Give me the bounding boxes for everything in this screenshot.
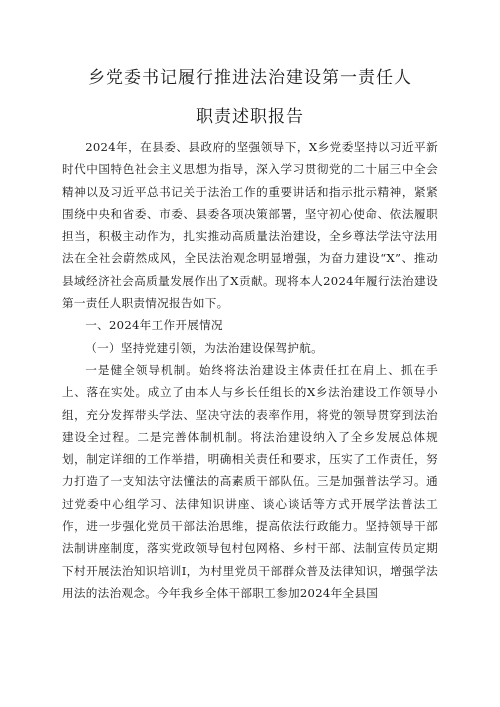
- body-paragraph: 一是健全领导机制。始终将法治建设主体责任扛在肩上、抓在手上、落在实处。成立了由本人与乡长任组长的X乡法治建设工作领导小组，充分发挥带头学法、坚决守法的表率作用，将党的领导贯穿到法治建设全过程。二是完善体制机制。将法治建设纳入了全乡发展总体规划，制定详细的工作举措，明确相关责任和要求，压实了工作责任，努力打造了一支知法守法懂法的高素质干部队伍。三是加强普法学习。通过党委中心组学习、法律知识讲座、谈心谈话等方式开展学法普法工作，进一步强化党员干部法治思维，提高依法行政能力。坚持领导干部法制讲座制度，落实党政领导包村包网格、乡村干部、法制宣传员定期下村开展法治知识培训I，为村里党员干部群众普及法律知识，增强学法用法的法治观念。今年我乡全体干部职工参加2024年全县国: [62, 362, 438, 600]
- section-heading: 一、2024年工作开展情况: [85, 318, 223, 333]
- intro-paragraph: 2024年，在县委、县政府的坚强领导下，X乡党委坚持以习近平新时代中国特色社会主义思想为指导，深入学习贯彻党的二十届三中全会精神以及习近平总书记关于法治工作的重要讲话和指示批示精神，紧紧围绕中央和省委、市委、县委各项决策部署，坚守初心使命、依法履职担当，积极主动作为，扎实推动高质量法治建设，全乡尊法学法守法用法在全社会蔚然成风，全民法治观念明显增强，为奋力建设“X”、推动县域经济社会高质量发展作出了X贡献。现将本人2024年履行法治建设第一责任人职责情况报告如下。: [62, 140, 438, 311]
- document-title-line-1: 乡党委书记履行推进法治建设第一责任人: [88, 68, 412, 88]
- document-title-line-2: 职责述职报告: [196, 107, 304, 127]
- subsection-heading: （一）坚持党建引领，为法治建设保驾护航。: [85, 340, 324, 355]
- document-body: [62, 136, 438, 604]
